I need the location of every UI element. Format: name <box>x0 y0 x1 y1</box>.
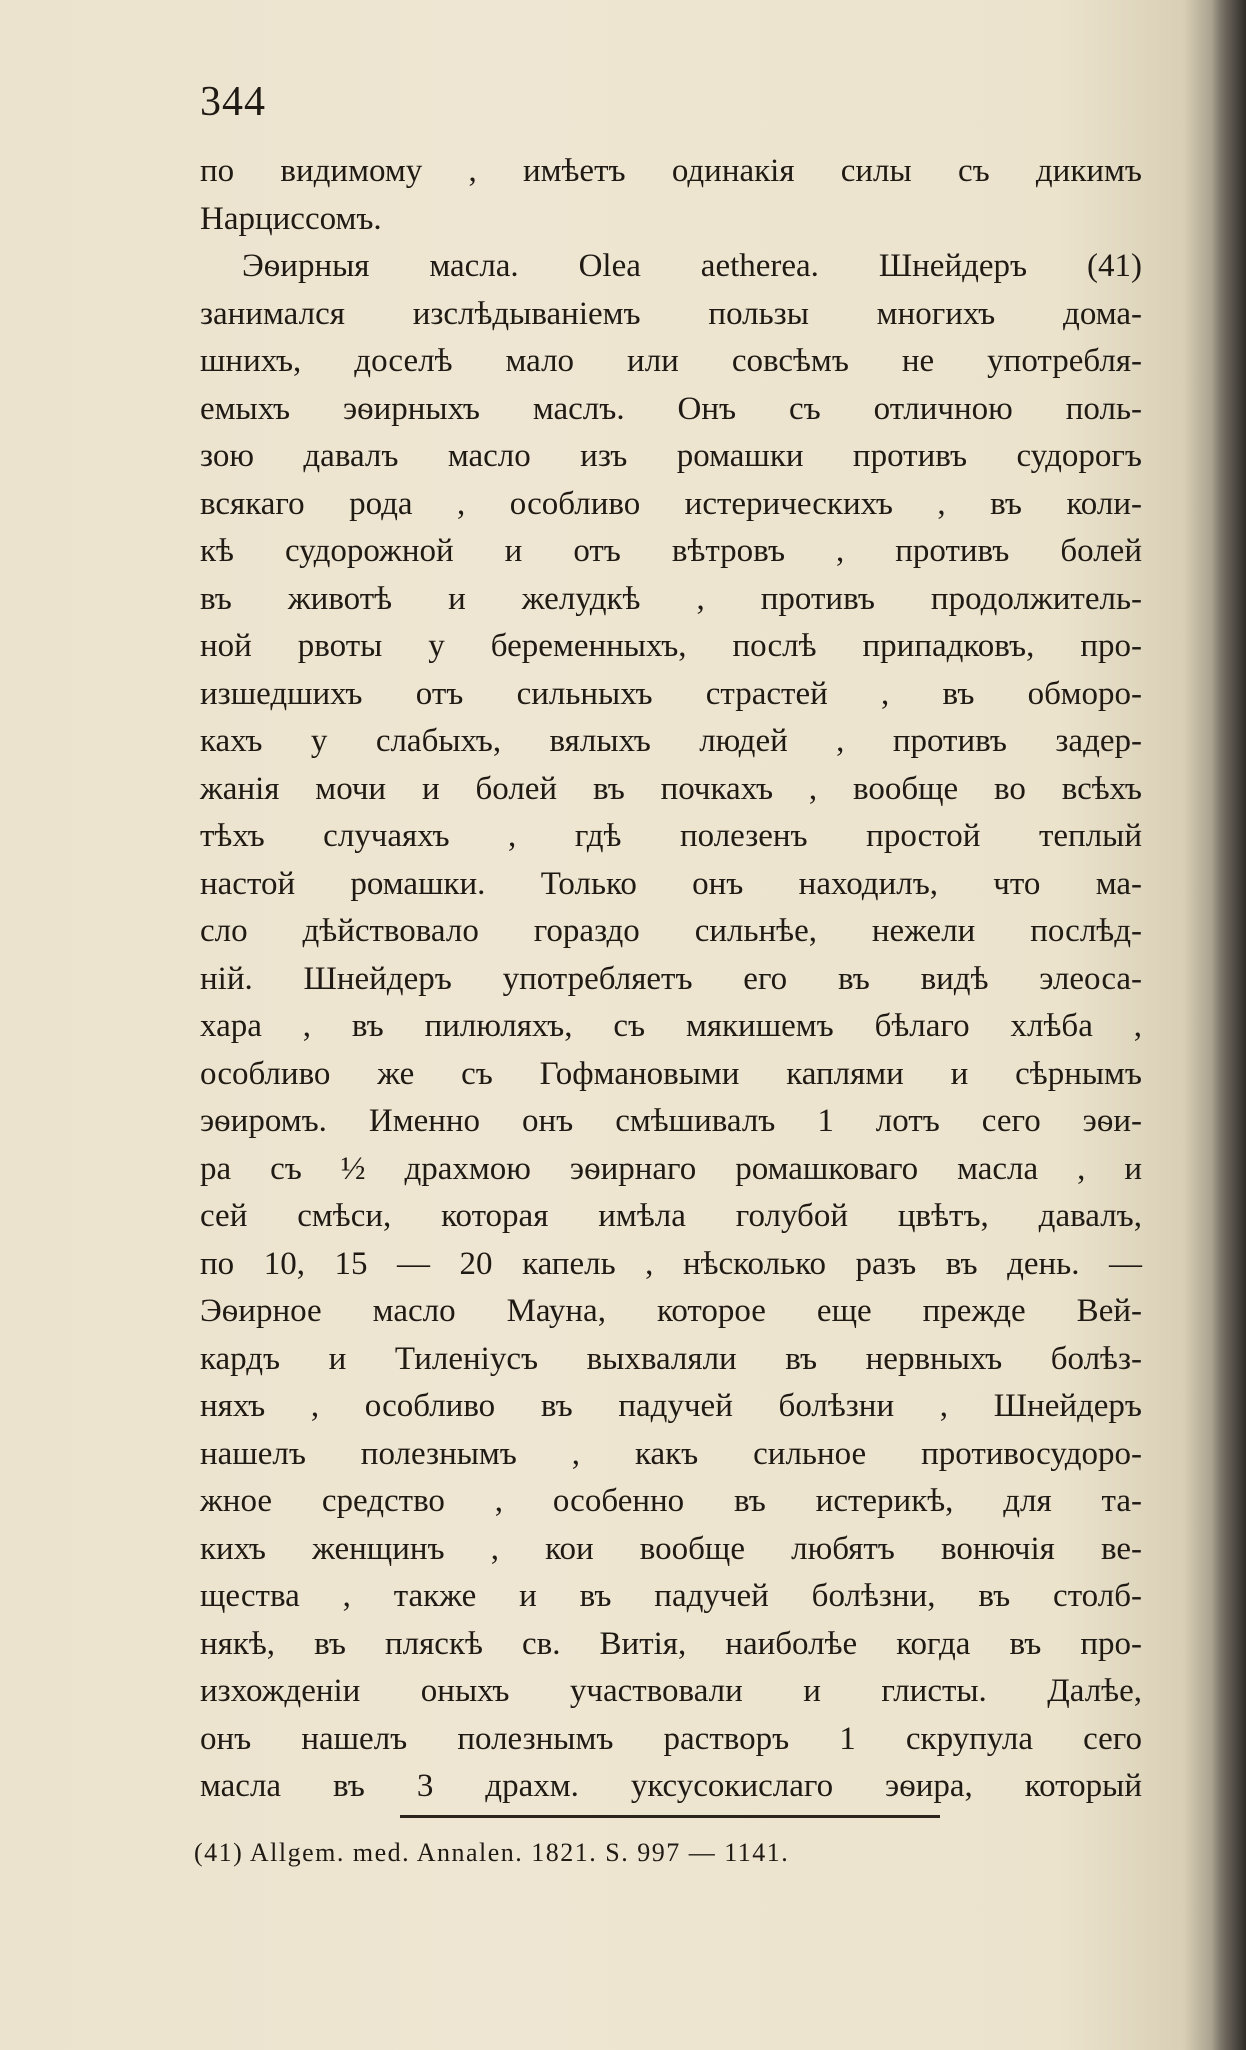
text-line: всякаго рода , особливо истерическихъ , въ коли- <box>200 485 1142 522</box>
text-line: кахъ у слабыхъ, вялыхъ людей , противъ задер- <box>200 723 1142 759</box>
text-line: емыхъ эѳирныхъ маслъ. Онъ съ отличною поль- <box>200 390 1142 427</box>
text-line: Нарциссомъ. <box>200 200 382 237</box>
text-line: кѣ судорожной и отъ вѣтровъ , противъ болей <box>200 533 1142 569</box>
text-line: зою давалъ масло изъ ромашки противъ судорогъ <box>200 438 1142 474</box>
binding-shadow <box>1212 0 1246 2050</box>
footnote-rule <box>400 1815 940 1818</box>
text-line: настой ромашки. Только онъ находилъ, что ма- <box>200 865 1142 902</box>
text-line: Эѳирныя масла. Olea aetherea. Шнейдеръ (41) <box>242 248 1142 284</box>
text-line: жанія мочи и болей въ почкахъ , вообще во всѣхъ <box>200 770 1142 807</box>
text-line: Эѳирное масло Мауна, которое еще прежде Вей- <box>200 1293 1142 1329</box>
text-line: кихъ женщинъ , кои вообще любятъ вонючія ве- <box>200 1530 1142 1567</box>
text-line: сей смѣси, которая имѣла голубой цвѣтъ, давалъ, <box>200 1198 1142 1234</box>
body-text <box>200 148 1142 1811</box>
text-line: хара , въ пилюляхъ, съ мякишемъ бѣлаго хлѣба , <box>200 1008 1142 1044</box>
footnote: (41) Allgem. med. Annalen. 1821. S. 997 — 1141. <box>194 1838 790 1867</box>
page-number: 344 <box>200 79 266 125</box>
text-line: по видимому , имѣетъ одинакія силы съ дикимъ <box>200 153 1142 189</box>
text-line: изшедшихъ отъ сильныхъ страстей , въ обморо- <box>200 675 1142 712</box>
text-line: тѣхъ случаяхъ , гдѣ полезенъ простой теплый <box>200 818 1142 854</box>
text-line: въ животѣ и желудкѣ , противъ продолжитель- <box>200 580 1142 617</box>
text-line: изхожденіи оныхъ участвовали и глисты. Далѣе, <box>200 1673 1142 1709</box>
text-line: занимался изслѣдываніемъ пользы многихъ дома- <box>200 295 1142 332</box>
text-line: по 10, 15 — 20 капель , нѣсколько разъ въ день. — <box>200 1245 1142 1282</box>
text-line: особливо же съ Гофмановыми каплями и сѣрнымъ <box>200 1055 1142 1092</box>
text-line: нашелъ полезнымъ , какъ сильное противосудоро- <box>200 1435 1142 1472</box>
text-line: эѳиромъ. Именно онъ смѣшивалъ 1 лотъ сего эѳи- <box>200 1103 1142 1139</box>
text-line: масла въ 3 драхм. уксусокислаго эѳира, который <box>200 1768 1142 1804</box>
text-line: щества , также и въ падучей болѣзни, въ столб- <box>200 1578 1142 1614</box>
text-line: ра съ ½ драхмою эѳирнаго ромашковаго масла , и <box>200 1150 1142 1187</box>
text-line: някѣ, въ пляскѣ св. Витія, наиболѣе когда въ про- <box>200 1625 1142 1662</box>
text-line: онъ нашелъ полезнымъ растворъ 1 скрупула сего <box>200 1720 1142 1757</box>
text-line: жное средство , особенно въ истерикѣ, для та- <box>200 1483 1142 1519</box>
text-line: ній. Шнейдеръ употребляетъ его въ видѣ элеоса- <box>200 960 1142 997</box>
text-line: кардъ и Тиленіусъ выхваляли въ нервныхъ болѣз- <box>200 1340 1142 1377</box>
text-line: шнихъ, доселѣ мало или совсѣмъ не употребля- <box>200 343 1142 379</box>
text-line: ной рвоты у беременныхъ, послѣ припадковъ, про- <box>200 628 1142 664</box>
text-line: сло дѣйствовало гораздо сильнѣе, нежели послѣд- <box>200 913 1142 949</box>
text-line: няхъ , особливо въ падучей болѣзни , Шнейдеръ <box>200 1388 1142 1424</box>
